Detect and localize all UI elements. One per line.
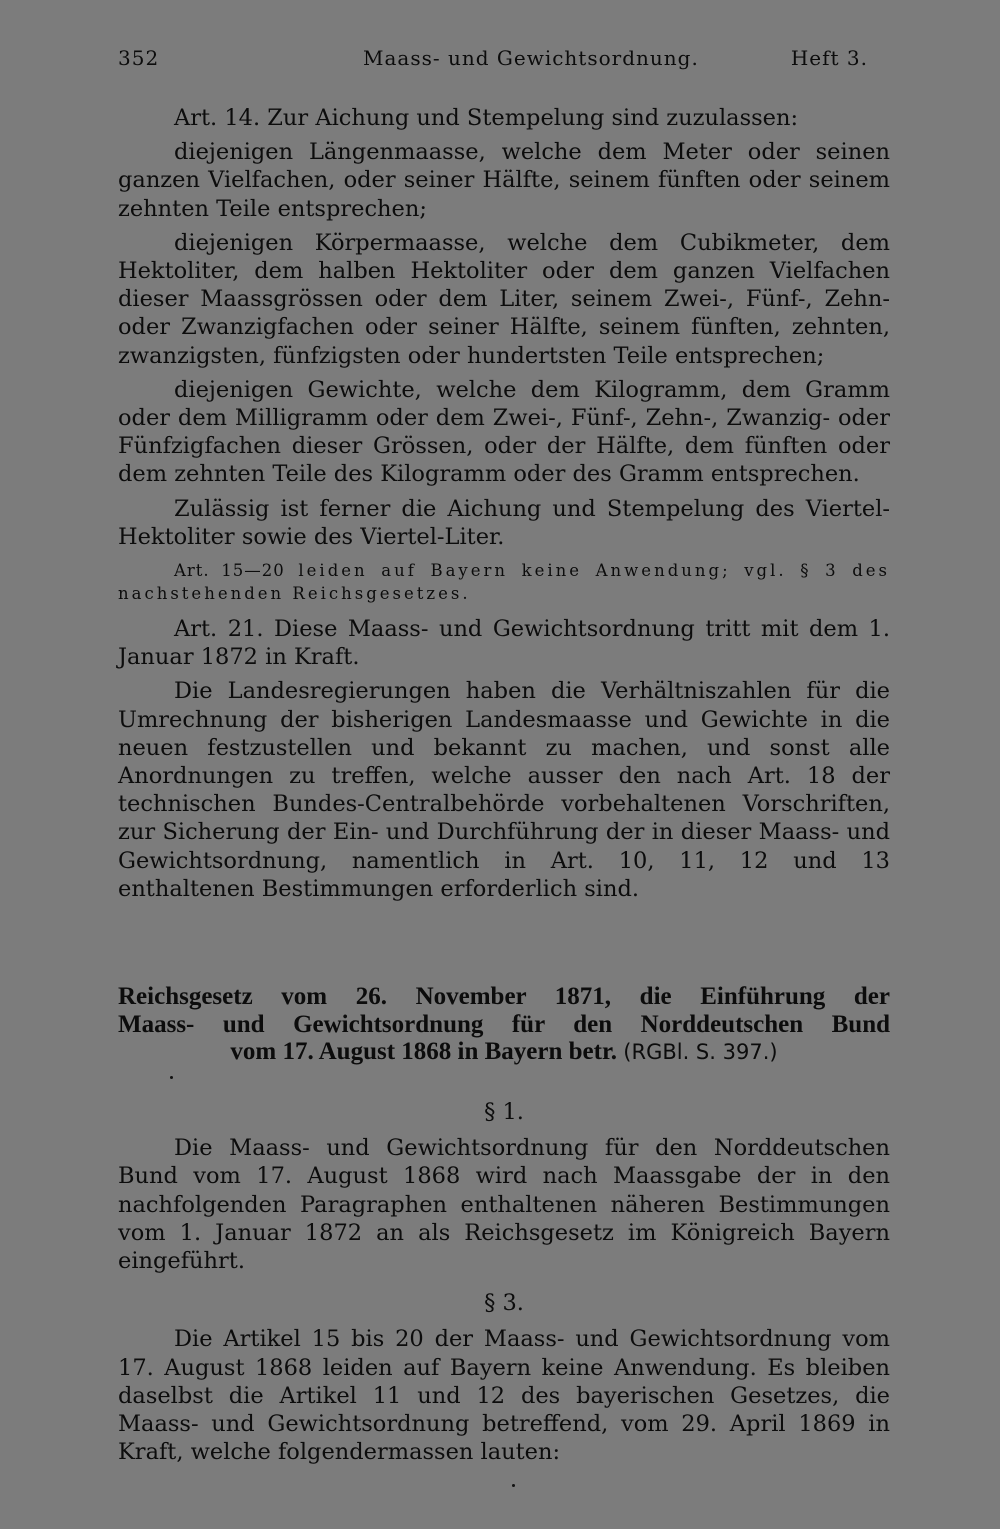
note-text: leiden auf Bayern keine Anwendung; vgl. § 3 des nachstehenden Reichsgesetzes.	[118, 561, 890, 604]
law-heading-line-3	[118, 1038, 890, 1067]
running-header	[118, 40, 870, 76]
article-14-intro: Art. 14. Zur Aichung und Stempelung sind zuzulassen:	[174, 105, 799, 131]
page-number: 352	[118, 46, 160, 70]
article-text	[118, 104, 890, 903]
note-article-ref: Art. 15—20	[174, 561, 285, 581]
law-heading	[118, 983, 890, 1067]
article-14-volumes: diejenigen Körpermaasse, welche dem Cubikmeter, dem Hektoliter, dem halben Hektoliter oder dem ganzen Vielfachen dieser Maassgrössen oder dem Liter, seinem Zwei-, Fünf-, Zehn- oder Zwanzigfachen oder seiner Hälfte, seinem fünften, zehnten, zwanzigsten, fünfzigsten oder hundertsten Teile entsprechen;	[118, 229, 890, 369]
print-speck	[512, 1484, 515, 1487]
issue-label: Heft 3.	[790, 46, 868, 70]
running-title: Maass- und Gewichtsordnung.	[363, 46, 699, 70]
article-14-lengths: diejenigen Längenmaasse, welche dem Meter oder seinen ganzen Vielfachen, oder seiner Hälfte, seinem fünften oder seinem zehnten Teile entsprechen;	[118, 139, 890, 222]
section-1-text: Die Maass- und Gewichtsordnung für den Norddeutschen Bund vom 17. August 1868 wird nach Maassgabe der in den nachfolgenden Paragraphen enthaltenen näheren Bestimmungen vom 1. Januar 1872 an als Reichsgesetz im Königreich Bayern eingeführt.	[118, 1135, 890, 1275]
article-14-weights: diejenigen Gewichte, welche dem Kilogramm, dem Gramm oder dem Milligramm oder dem Zwei-, Fünf-, Zehn-, Zwanzig- oder Fünfzigfachen dieser Grössen, oder der Hälfte, dem fünften oder dem zehnten Teile des Kilogramm oder des Gramm entsprechen.	[118, 376, 890, 488]
law-heading-title-end: vom 17. August 1868 in Bayern betr.	[230, 1038, 618, 1065]
section-3-text: Die Artikel 15 bis 20 der Maass- und Gewichtsordnung vom 17. August 1868 leiden auf Bayern keine Anwendung. Es bleiben daselbst die Artikel 11 und 12 des bayerischen Gesetzes, die Maass- und Gewichtsordnung betreffend, vom 29. April 1869 in Kraft, welche folgendermassen lauten:	[118, 1326, 890, 1466]
print-speck	[170, 1076, 173, 1079]
article-21: Art. 21. Diese Maass- und Gewichtsordnung tritt mit dem 1. Januar 1872 in Kraft.	[118, 616, 890, 671]
section-3-label: § 3.	[484, 1290, 524, 1317]
note-articles-15-20	[118, 559, 890, 605]
article-21-second-paragraph: Die Landesregierungen haben die Verhältniszahlen für die Umrechnung der bisherigen Landesmaasse und Gewichte in die neuen festzustellen und bekannt zu machen, und sonst alle Anordnungen zu treffen, welche ausser den nach Art. 18 der technischen Bundes-Centralbehörde vorbehaltenen Vorschriften, zur Sicherung der Ein- und Durchführung der in dieser Maass- und Gewichtsordnung, namentlich in Art. 10, 11, 12 und 13 enthaltenen Bestimmungen erforderlich sind.	[118, 678, 890, 902]
law-reference: (RGBl. S. 397.)	[623, 1040, 778, 1064]
law-sections	[118, 1084, 890, 1466]
law-heading-line-2: Maass- und Gewichtsordnung für den Norddeutschen Bund	[118, 1010, 890, 1038]
article-14-quarter: Zulässig ist ferner die Aichung und Stempelung des Viertel-Hektoliter sowie des Viertel-Liter.	[118, 495, 890, 550]
law-heading-line-1: Reichsgesetz vom 26. November 1871, die Einführung der	[118, 983, 890, 1010]
section-1-label: § 1.	[484, 1099, 524, 1125]
